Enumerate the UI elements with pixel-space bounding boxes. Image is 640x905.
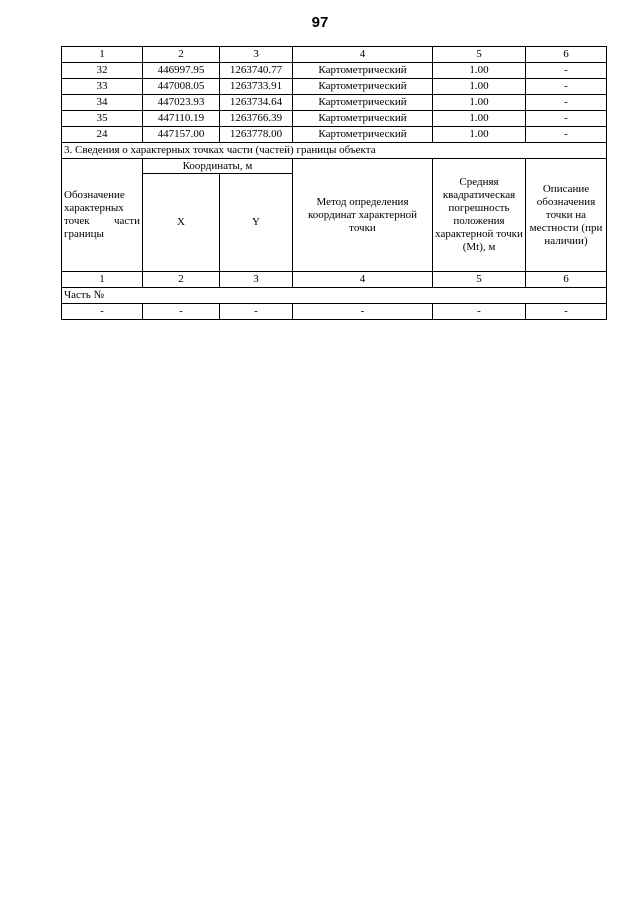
numbering-cell: 3 xyxy=(220,272,293,288)
empty-cell: - xyxy=(433,304,526,320)
empty-cell: - xyxy=(143,304,220,320)
method-cell: Картометрический xyxy=(293,79,433,95)
point-number-cell: 24 xyxy=(62,127,143,143)
error-cell: 1.00 xyxy=(433,95,526,111)
empty-cell: - xyxy=(526,304,607,320)
table1-header-cell: 2 xyxy=(143,47,220,63)
table-row xyxy=(62,63,607,79)
description-cell: - xyxy=(526,95,607,111)
x-coordinate-cell: 446997.95 xyxy=(143,63,220,79)
coordinates-header: Координаты, м xyxy=(143,159,293,174)
error-cell: 1.00 xyxy=(433,79,526,95)
table1-header-cell: 4 xyxy=(293,47,433,63)
table-row xyxy=(62,127,607,143)
x-coordinate-cell: 447023.93 xyxy=(143,95,220,111)
empty-cell: - xyxy=(220,304,293,320)
y-coordinate-cell: 1263740.77 xyxy=(220,63,293,79)
error-cell: 1.00 xyxy=(433,127,526,143)
y-coordinate-cell: 1263734.64 xyxy=(220,95,293,111)
description-cell: - xyxy=(526,127,607,143)
y-coordinate-cell: 1263733.91 xyxy=(220,79,293,95)
method-cell: Картометрический xyxy=(293,95,433,111)
designation-header: Обозначение характерных точек части границы xyxy=(62,159,143,272)
numbering-cell: 1 xyxy=(62,272,143,288)
error-cell: 1.00 xyxy=(433,63,526,79)
description-cell: - xyxy=(526,63,607,79)
table-row xyxy=(62,95,607,111)
numbering-cell: 5 xyxy=(433,272,526,288)
boundary-points-table xyxy=(61,46,607,320)
empty-cell: - xyxy=(62,304,143,320)
description-header: Описание обозначения точки на местности (при наличии) xyxy=(526,159,607,272)
table1-header-row xyxy=(62,47,607,63)
part-label-row xyxy=(62,288,607,304)
x-header: X xyxy=(143,174,220,272)
part-label: Часть № xyxy=(62,288,607,304)
point-number-cell: 32 xyxy=(62,63,143,79)
table-row xyxy=(62,111,607,127)
x-coordinate-cell: 447110.19 xyxy=(143,111,220,127)
method-cell: Картометрический xyxy=(293,127,433,143)
section3-numbering-row xyxy=(62,272,607,288)
point-number-cell: 33 xyxy=(62,79,143,95)
numbering-cell: 6 xyxy=(526,272,607,288)
table-row xyxy=(62,79,607,95)
point-number-cell: 34 xyxy=(62,95,143,111)
method-header: Метод определения координат характерной точки xyxy=(293,159,433,272)
table1-header-cell: 5 xyxy=(433,47,526,63)
x-coordinate-cell: 447157.00 xyxy=(143,127,220,143)
description-cell: - xyxy=(526,111,607,127)
y-coordinate-cell: 1263778.00 xyxy=(220,127,293,143)
method-cell: Картометрический xyxy=(293,111,433,127)
error-cell: 1.00 xyxy=(433,111,526,127)
error-header: Средняя квадратическая погрешность положения характерной точки (Mt), м xyxy=(433,159,526,272)
table1-header-cell: 6 xyxy=(526,47,607,63)
x-coordinate-cell: 447008.05 xyxy=(143,79,220,95)
table-row xyxy=(62,304,607,320)
y-coordinate-cell: 1263766.39 xyxy=(220,111,293,127)
table1-header-cell: 1 xyxy=(62,47,143,63)
point-number-cell: 35 xyxy=(62,111,143,127)
page-number: 97 xyxy=(311,14,329,31)
y-header: Y xyxy=(220,174,293,272)
section-title-row xyxy=(62,143,607,159)
method-cell: Картометрический xyxy=(293,63,433,79)
numbering-cell: 2 xyxy=(143,272,220,288)
section-title: 3. Сведения о характерных точках части (частей) границы объекта xyxy=(62,143,607,159)
table1-header-cell: 3 xyxy=(220,47,293,63)
numbering-cell: 4 xyxy=(293,272,433,288)
section3-header-row xyxy=(62,159,607,174)
description-cell: - xyxy=(526,79,607,95)
empty-cell: - xyxy=(293,304,433,320)
